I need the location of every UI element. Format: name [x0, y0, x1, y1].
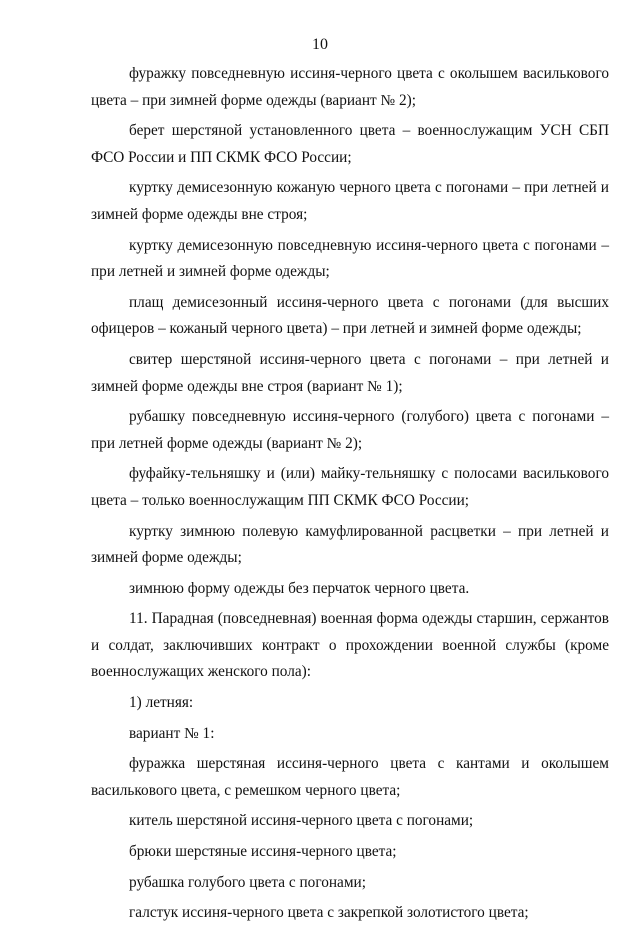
paragraph: рубашку повседневную иссиня-черного (голубого) цвета с погонами – при летней форме одежды (вариант № 2); — [91, 408, 609, 452]
subsection-heading: 1) летняя: — [129, 694, 194, 712]
paragraph: куртку демисезонную повседневную иссиня-черного цвета с погонами – при летней и зимней форме одежды; — [91, 236, 609, 281]
paragraph: куртку демисезонную кожаную черного цвета с погонами – при летней и зимней форме одежды вне строя; — [91, 179, 609, 223]
paragraph: фуфайку-тельняшку и (или) майку-тельняшку с полосами василькового цвета – только военнослужащим ПП СКМК ФСО России; — [91, 465, 609, 509]
variant-heading: вариант № 1: — [129, 724, 215, 742]
paragraph: галстук иссиня-черного цвета с закрепкой золотистого цвета; — [129, 904, 529, 922]
section-paragraph: 11. Парадная (повседневная) военная форма одежды старшин, сержантов и солдат, заключивших контракт о прохождении военной службы (кроме военнослужащих женского пола): — [91, 610, 609, 681]
paragraph: рубашка голубого цвета с погонами; — [129, 873, 366, 891]
paragraph: плащ демисезонный иссиня-черного цвета с погонами (для высших офицеров – кожаный черного цвета) – при летней и зимней форме одежды; — [91, 293, 609, 338]
paragraph: китель шерстяной иссиня-черного цвета с погонами; — [129, 812, 474, 830]
paragraph: берет шерстяной установленного цвета – военнослужащим УСН СБП ФСО России и ПП СКМК ФСО России; — [91, 122, 609, 166]
paragraph: фуражку повседневную иссиня-черного цвета с околышем василькового цвета – при зимней форме одежды (вариант № 2); — [91, 65, 609, 109]
paragraph: свитер шерстяной иссиня-черного цвета с погонами – при летней и зимней форме одежды вне строя (вариант № 1); — [91, 350, 609, 395]
paragraph: фуражка шерстяная иссиня-черного цвета с кантами и околышем василькового цвета, с ремешком черного цвета; — [91, 755, 609, 799]
paragraph: куртку зимнюю полевую камуфлированной расцветки – при летней и зимней форме одежды; — [91, 522, 609, 567]
document-body — [91, 61, 609, 927]
page-number: 10 — [312, 36, 328, 53]
paragraph: зимнюю форму одежды без перчаток черного цвета. — [129, 579, 470, 597]
paragraph: брюки шерстяные иссиня-черного цвета; — [129, 843, 397, 861]
